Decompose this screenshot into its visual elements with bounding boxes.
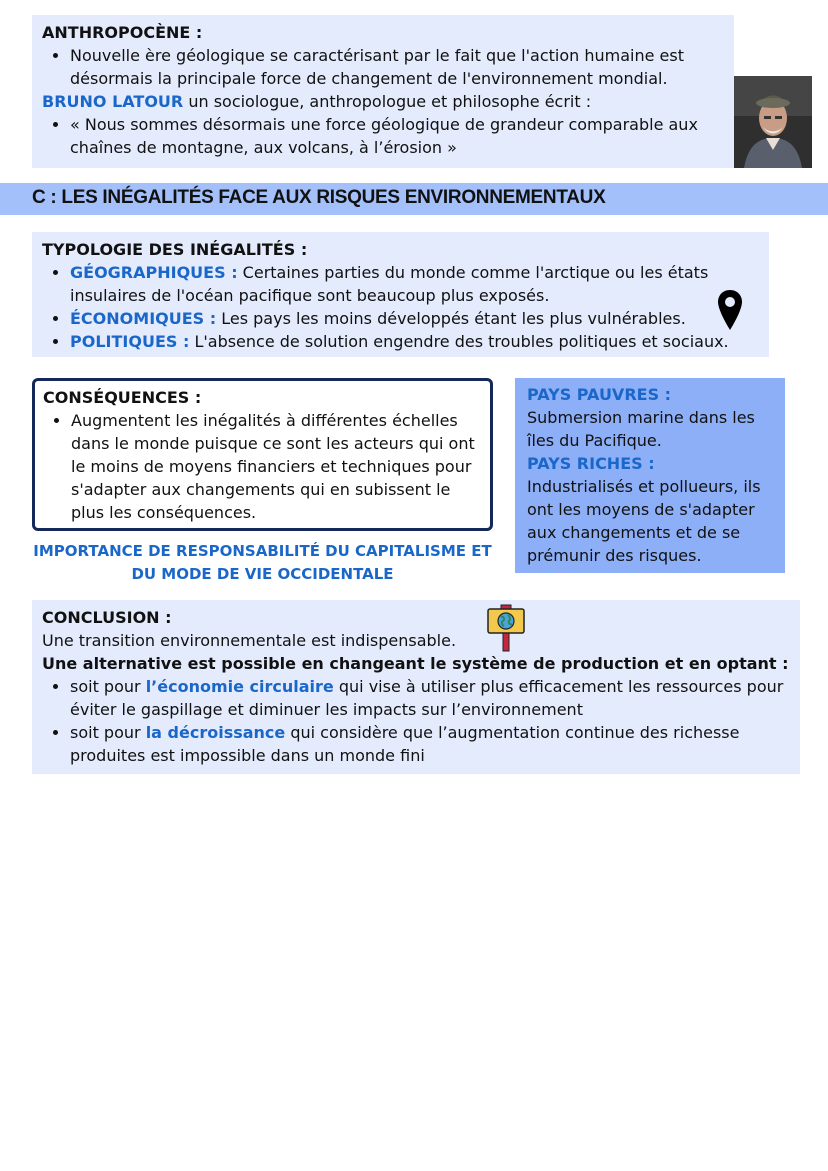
consequences-heading: CONSÉQUENCES : (43, 388, 202, 407)
option-prefix: soit pour (70, 677, 146, 696)
typologie-text: Certaines parties du monde comme l'arctique ou les états insulaires de l'océan pacifique sont beaucoup plus exposés. (70, 263, 709, 305)
map-pin-icon (717, 289, 743, 335)
anthropocene-definition: • Nouvelle ère géologique se caractérisant par le fait que l'action humaine est désormais la principale force de changement de l'environnement mondial. (70, 44, 724, 90)
consequences-text: • Augmentent les inégalités à différentes échelles dans le monde puisque ce sont les acteurs qui ont le moins de moyens financiers et techniques pour s'adapter aux changements qui en subissent le plus les conséquences. (71, 409, 480, 524)
pays-riches-label: PAYS RICHES : (527, 454, 655, 473)
pays-pauvres-text: Submersion marine dans les îles du Pacifique. (527, 408, 755, 450)
section-banner (0, 183, 828, 215)
conclusion-option-circulaire (70, 675, 790, 721)
conclusion-list (42, 675, 790, 767)
pays-riches-text: Industrialisés et pollueurs, ils ont les moyens de s'adapter aux changements et de se prémunir des risques. (527, 477, 761, 565)
typologie-text: Les pays les moins développés étant les plus vulnérables. (216, 309, 686, 328)
conclusion-option-decroissance (70, 721, 790, 767)
typologie-label: ÉCONOMIQUES : (70, 309, 217, 328)
importance-statement: IMPORTANCE DE RESPONSABILITÉ DU CAPITALISME ET DU MODE DE VIE OCCIDENTALE (33, 542, 492, 583)
author-description: un sociologue, anthropologue et philosophe écrit : (183, 92, 592, 111)
typologie-item-geographiques (70, 261, 759, 307)
typologie-label: POLITIQUES : (70, 332, 190, 351)
anthropocene-box (32, 15, 734, 168)
anthropocene-list (42, 44, 724, 90)
conclusion-line2: Une alternative est possible en changeant le système de production et en optant : (42, 654, 789, 673)
quote-list (42, 113, 724, 159)
consequences-list (43, 409, 480, 524)
conclusion-heading: CONCLUSION : (42, 608, 172, 627)
latour-quote: • « Nous sommes désormais une force géologique de grandeur comparable aux chaînes de montagne, aux volcans, à l’érosion » (70, 113, 724, 159)
typologie-label: GÉOGRAPHIQUES : (70, 263, 238, 282)
typologie-box (32, 232, 769, 357)
author-name: BRUNO LATOUR (42, 92, 184, 111)
option-key-decroissance: la décroissance (145, 723, 286, 742)
option-key-circulaire: l’économie circulaire (145, 677, 334, 696)
pays-pauvres-label: PAYS PAUVRES : (527, 385, 672, 404)
portrait-photo (734, 76, 812, 168)
option-prefix: soit pour (70, 723, 146, 742)
pays-box (515, 378, 785, 573)
author-line (42, 90, 724, 113)
anthropocene-heading: ANTHROPOCÈNE : (42, 23, 203, 42)
section-title: C : LES INÉGALITÉS FACE AUX RISQUES ENVIRONNEMENTAUX (32, 187, 606, 208)
typologie-text: L'absence de solution engendre des troubles politiques et sociaux. (189, 332, 729, 351)
conclusion-line1: Une transition environnementale est indispensable. (42, 631, 457, 650)
typologie-item-economiques (70, 307, 759, 330)
earth-sign-icon (486, 604, 526, 656)
typologie-list (42, 261, 759, 353)
option-text: qui considère que l’augmentation continue des richesse produites est impossible dans un monde fini (70, 723, 740, 765)
typologie-item-politiques (70, 330, 759, 353)
typologie-heading: TYPOLOGIE DES INÉGALITÉS : (42, 240, 308, 259)
option-text: qui vise à utiliser plus efficacement les ressources pour éviter le gaspillage et diminuer les impacts sur l’environnement (70, 677, 784, 719)
consequences-box (32, 378, 493, 531)
conclusion-box (32, 600, 800, 774)
